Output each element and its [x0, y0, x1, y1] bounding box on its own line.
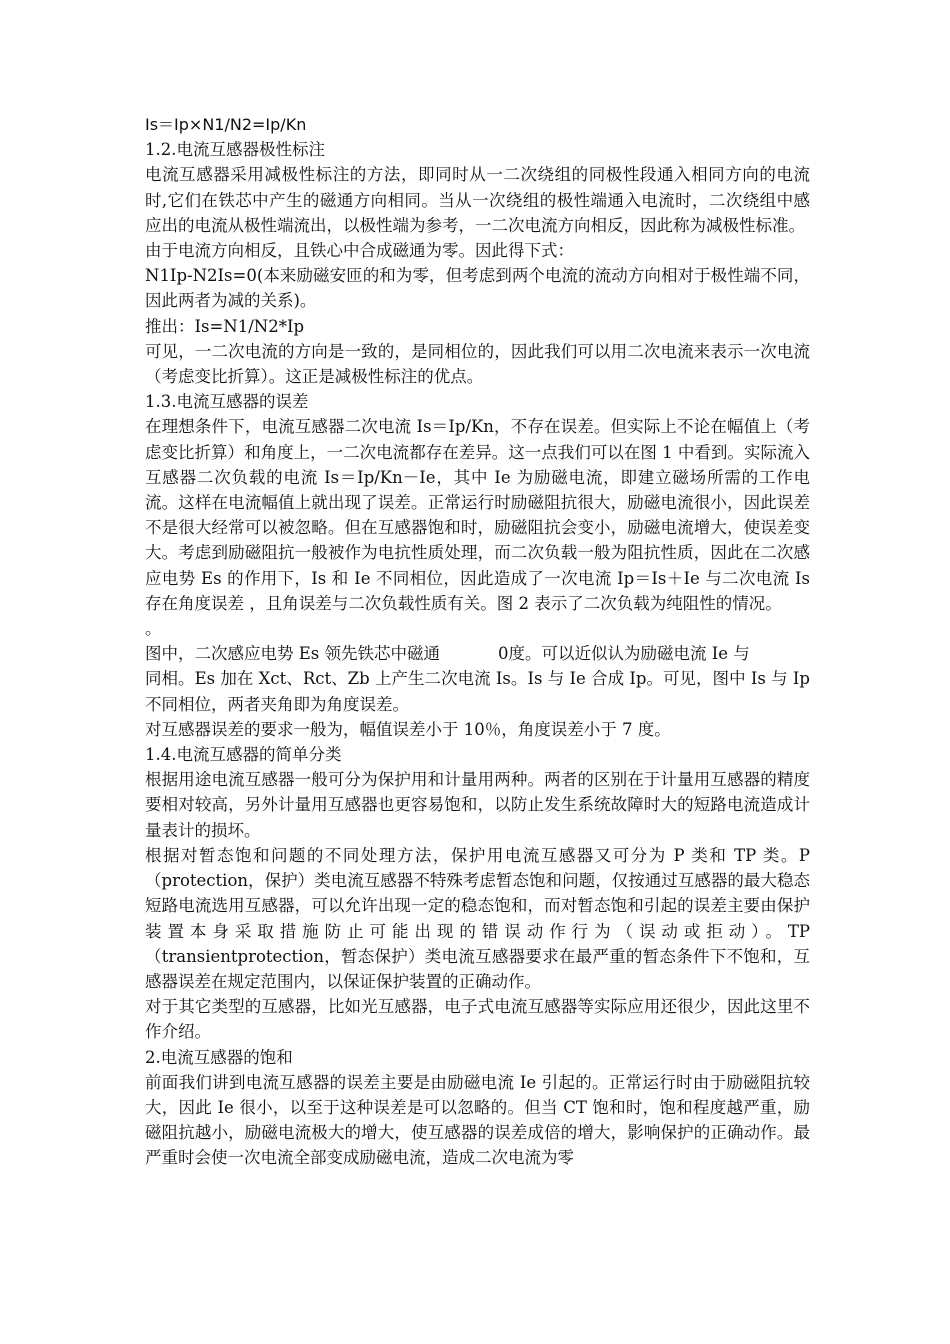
paragraph-figure-line	[145, 641, 810, 666]
document-page	[145, 112, 810, 1171]
heading-1-4: 1.4.电流互感器的简单分类	[145, 745, 342, 765]
paragraph-visible: 可见，一二次电流的方向是一致的，是同相位的，因此我们可以用二次电流来表示一次电流（考虑变比折算）。这正是减极性标注的优点。	[145, 341, 810, 387]
paragraph-derive: 推出：Is=N1/N2*Ip	[145, 316, 305, 336]
paragraph-error: 在理想条件下，电流互感器二次电流 Is＝Ip/Kn，不存在误差。但实际上不论在幅值上（考虑变比折算）和角度上，一二次电流都存在差异。这一点我们可以在图 1 中看到。实际流入互感器二次负载的电流 Is＝Ip/Kn－Ie，其中 Ie 为励磁电流，即建立磁场所需的工作电流。这样在电流幅值上就出现了误差。正常运行时励磁阻抗很大，励磁电流很小，因此误差不是很大经常可以被忽略。但在互感器饱和时，励磁阻抗会变小，励磁电流增大，使误差变大。考虑到励磁阻抗一般被作为电抗性质处理，而二次负载一般为阻抗性质，因此在二次感应电势 Es 的作用下，Is 和 Ie 不同相位，因此造成了一次电流 Ip＝Is＋Ie 与二次电流 Is 存在角度误差 ，且角误差与二次负载性质有关。图 2 表示了二次负载为纯阻性的情况。	[145, 417, 810, 613]
paragraph-requirement: 对互感器误差的要求一般为，幅值误差小于 10％，角度误差小于 7 度。	[145, 719, 671, 739]
paragraph-figure-cont: 同相。Es 加在 Xct、Rct、Zb 上产生二次电流 Is。Is 与 Ie 合成 Ip。可见，图中 Is 与 Ip 不同相位，两者夹角即为角度误差。	[145, 669, 810, 714]
paragraph-class-1: 根据用途电流互感器一般可分为保护用和计量用两种。两者的区别在于计量用互感器的精度要相对较高，另外计量用互感器也更容易饱和，以防止发生系统故障时大的短路电流造成计量表计的损坏。	[145, 770, 810, 840]
figure-text-a: 图中，二次感应电势 Es 领先铁芯中磁通	[145, 644, 441, 664]
paragraph-reason: 由于电流方向相反，且铁心中合成磁通为零。因此得下式：	[145, 241, 574, 261]
heading-1-2: 1.2.电流互感器极性标注	[145, 140, 325, 160]
paragraph-saturation: 前面我们讲到电流互感器的误差主要是由励磁电流 Ie 引起的。正常运行时由于励磁阻抗较大，因此 Ie 很小，以至于这种误差是可以忽略的。但当 CT 饱和时，饱和程度越严重，励磁阻抗越小，励磁电流极大的增大，使互感器的误差成倍的增大，影响保护的正确动作。最严重时会使一次电流全部变成励磁电流，造成二次电流为零	[145, 1072, 810, 1168]
paragraph-class-2: 根据对暂态饱和问题的不同处理方法，保护用电流互感器又可分为 P 类和 TP 类。P（protection，保护）类电流互感器不特殊考虑暂态饱和问题，仅按通过互感器的最大稳态短路电流选用互感器，可以允许出现一定的稳态饱和，而对暂态饱和引起的误差主要由保护装置本身采取措施防止可能出现的错误动作行为（误动或拒动）。TP（transientprotection，暂态保护）类电流互感器要求在最严重的暂态条件下不饱和，互感器误差在规定范围内，以保证保护装置的正确动作。	[145, 845, 810, 991]
paragraph-polarity: 电流互感器采用减极性标注的方法，即同时从一二次绕组的同极性段通入相同方向的电流时,它们在铁芯中产生的磁通方向相同。当从一次绕组的极性端通入电流时，二次绕组中感应出的电流从极性端流出，以极性端为参考，一二次电流方向相反，因此称为减极性标准。	[145, 165, 810, 235]
paragraph-class-3: 对于其它类型的互感器，比如光互感器，电子式电流互感器等实际应用还很少，因此这里不作介绍。	[145, 997, 810, 1042]
formula-n1: N1Ip-N2Is=0(本来励磁安匝的和为零，但考虑到两个电流的流动方向相对于极性端不同，因此两者为减的关系)。	[145, 266, 810, 311]
heading-1-3: 1.3.电流互感器的误差	[145, 392, 309, 412]
paragraph-dot: 。	[145, 619, 162, 639]
figure-text-b: 0度。可以近似认为励磁电流 Ie 与	[498, 644, 750, 664]
formula-top: Is＝Ip×N1/N2=Ip/Kn	[145, 115, 307, 134]
heading-2: 2.电流互感器的饱和	[145, 1047, 293, 1067]
